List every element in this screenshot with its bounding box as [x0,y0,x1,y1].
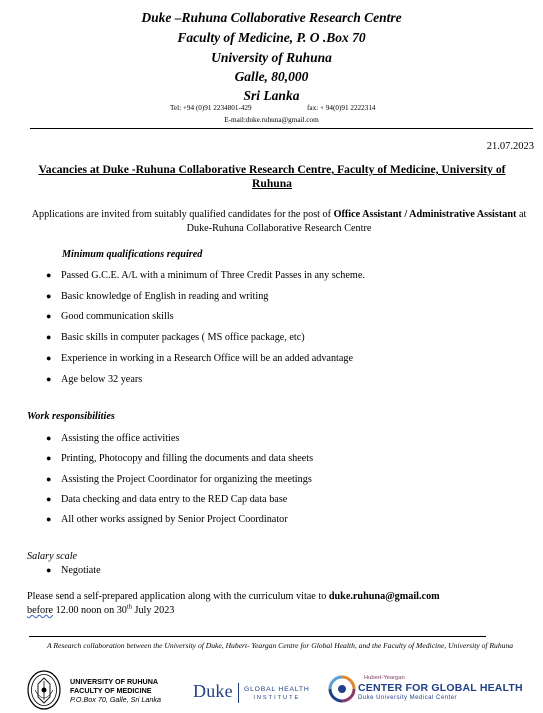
bullet-icon: ● [46,433,52,443]
bullet-icon: ● [46,374,52,384]
logo-divider [238,683,239,703]
responsibilities-title: Work responsibilities [27,411,115,422]
list-item: ● All other works assigned by Senior Project Coordinator [46,514,288,525]
list-item: ● Passed G.C.E. A/L with a minimum of Three Credit Passes in any scheme. [46,270,365,281]
header-university: University of Ruhuna [211,50,332,65]
intro-post: Office Assistant / Administrative Assistant [333,209,517,220]
document-date: 21.07.2023 [486,141,534,152]
bullet-icon: ● [46,353,52,363]
footer-divider [29,636,486,637]
list-item: ● Negotiate [46,565,101,576]
header-fax: fax: + 94(0)91 2222314 [307,104,376,112]
ruhuna-logo-text: UNIVERSITY OF RUHUNA FACULTY OF MEDICINE P.O.Box 70, Galle, Sri Lanka [70,677,161,704]
header-city: Galle, 80,000 [234,69,309,84]
bullet-icon: ● [46,332,52,342]
university-seal-icon [27,670,61,710]
list-item: ● Good communication skills [46,311,174,322]
list-item: ● Assisting the Project Coordinator for organizing the meetings [46,474,312,485]
header-country: Sri Lanka [243,88,300,103]
header-divider [30,128,533,129]
global-health-center-icon [328,675,356,703]
bullet-icon: ● [46,474,52,484]
duke-logo: Duke [193,681,233,701]
footer-note: A Research collaboration between the University of Duke, Hubert- Yeargan Centre for Global Health, and the Faculty of Medicine, University of Ruhuna [46,641,514,650]
bullet-icon: ● [46,270,52,280]
header-faculty: Faculty of Medicine, P. O .Box 70 [177,30,366,45]
list-item: ● Basic skills in computer packages ( MS office package, etc) [46,332,305,343]
application-email: duke.ruhuna@gmail.com [328,591,440,602]
intro-paragraph [28,208,530,235]
header-tel: Tel: +94 (0)91 2234801-429 [170,104,252,112]
bullet-icon: ● [46,565,52,575]
header-email: E-mail:duke.ruhuna@gmail.com [224,116,319,124]
bullet-icon: ● [46,514,52,524]
footer-logos [0,667,543,713]
list-item: ● Age below 32 years [46,374,143,385]
header-contact [170,104,376,112]
before-word: before [27,605,54,616]
list-item: ● Basic knowledge of English in reading and writing [46,291,269,302]
bullet-icon: ● [46,494,52,504]
list-item: ● Assisting the office activities [46,433,180,444]
list-item: ● Printing, Photocopy and filling the documents and data sheets [46,453,314,464]
document-title: Vacancies at Duke -Ruhuna Collaborative Research Centre, Faculty of Medicine, University of Ruhuna [38,163,506,190]
center-for-global-health-logo: Hubert-Yeargan CENTER FOR GLOBAL HEALTH Duke University Medical Center [358,675,523,701]
bullet-icon: ● [46,453,52,463]
header-org: Duke –Ruhuna Collaborative Research Centre [141,10,402,25]
salary-title: Salary scale [27,551,78,562]
intro-before: Applications are invited from suitably qualified candidates for the post of [31,209,334,220]
global-health-institute-logo: GLOBAL HEALTH INSTITUTE [244,686,310,701]
bullet-icon: ● [46,291,52,301]
intro-after: at Duke-Ruhuna Collaborative Research Centre [186,209,527,234]
bullet-icon: ● [46,311,52,321]
qualifications-title: Minimum qualifications required [62,249,203,260]
application-instructions: Please send a self-prepared application along with the curriculum vitae to duke.ruhuna@gmail.com before 12.00 noon on 30th July 2023 [27,591,440,616]
list-item: ● Data checking and data entry to the RED Cap data base [46,494,288,505]
list-item: ● Experience in working in a Research Office will be an added advantage [46,353,354,364]
